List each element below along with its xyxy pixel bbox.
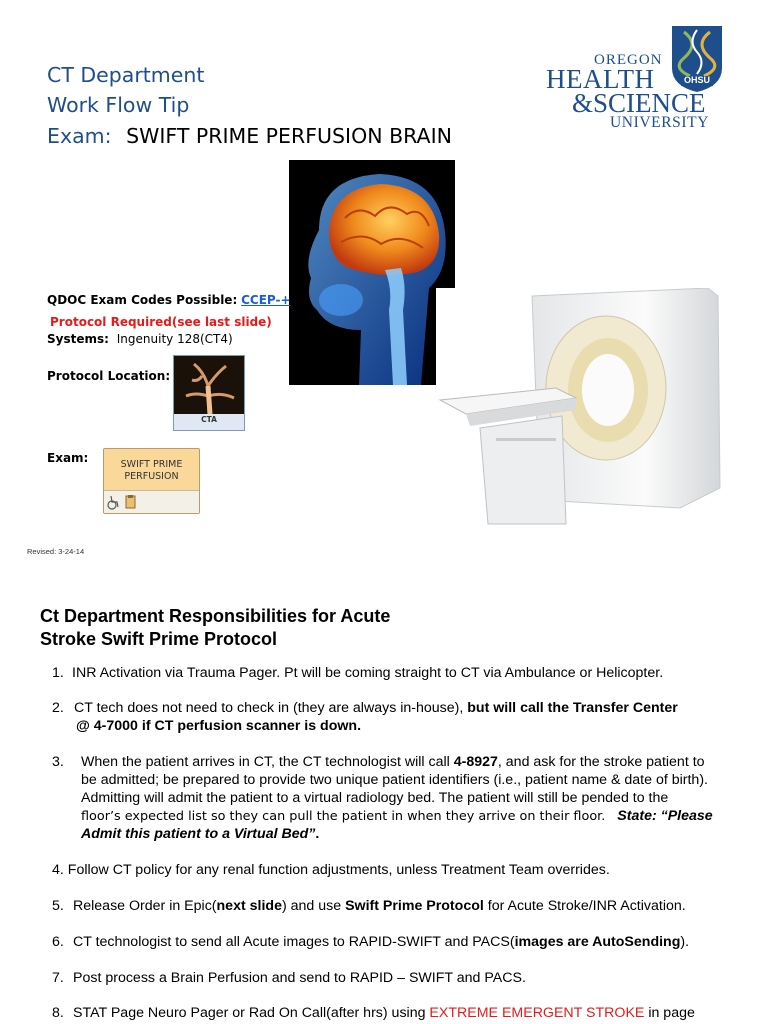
item-3-line1 [81, 753, 705, 771]
exam-button-line1: SWIFT PRIME [120, 459, 183, 470]
qdoc-codes [47, 293, 291, 307]
item-2-text-b: but will call the Transfer Center [467, 700, 678, 716]
item-3-line5-text: Admit this patient to a Virtual Bed” [81, 826, 316, 842]
item-7-number: 7. [52, 970, 64, 986]
header-exam [47, 121, 452, 152]
item-2-number: 2. [52, 700, 64, 716]
item-6-text-c: ). [680, 934, 690, 950]
item-3-number: 3. [52, 754, 64, 770]
item-5-text-a: Release Order in Epic( [73, 898, 217, 914]
exam-button-footer [104, 490, 199, 513]
qdoc-code-link[interactable]: CCEP-+ [241, 293, 291, 307]
cta-label: CTA [201, 415, 217, 424]
item-8-text-c: in page [644, 1005, 695, 1021]
swift-prime-perfusion-button[interactable] [103, 448, 200, 514]
systems-label: Systems: [47, 332, 109, 346]
item-6-autosend: images are AutoSending [514, 934, 681, 950]
protocol-location-label: Protocol Location: [47, 369, 171, 383]
item-8-text-a: STAT Page Neuro Pager or Rad On Call(after hrs) using [73, 1005, 430, 1021]
item-5-text-c: ) and use [281, 898, 346, 914]
item-5-text-e: for Acute Stroke/INR Activation. [483, 898, 686, 914]
item-2-text-a: CT tech does not need to check in (they are always in-house), [74, 700, 468, 716]
ct-scanner-image [436, 288, 722, 528]
ohsu-logo [546, 24, 728, 132]
item-3-line4 [81, 807, 713, 826]
item-3-line2: be admitted; be prepared to provide two unique patient identifiers (i.e., patient name & date of birth). [81, 772, 708, 788]
revised-date: Revised: 3-24-14 [27, 547, 85, 556]
item-4-text: 4. Follow CT policy for any renal function adjustments, unless Treatment Team overrides. [52, 862, 610, 878]
section-title [40, 605, 390, 651]
item-3-line3: Admitting will admit the patient to a virtual radiology bed. The patient will still be pended to the [81, 790, 669, 806]
item-5-protocol: Swift Prime Protocol [345, 898, 484, 914]
cta-vessels-icon [174, 356, 244, 414]
protocol-required: Protocol Required(see last slide) [50, 315, 272, 329]
section-title-line1: Ct Department Responsibilities for Acute [40, 606, 391, 626]
logo-shield-text: OHSU [684, 75, 711, 85]
item-3-phone: 4-8927 [453, 754, 498, 770]
item-3-line1-a: When the patient arrives in CT, the CT technologist will call [81, 754, 454, 770]
cta-protocol-thumbnail[interactable] [173, 355, 245, 431]
item-1-text: INR Activation via Trauma Pager. Pt will be coming straight to CT via Ambulance or Helicopter. [72, 665, 664, 681]
item-5-text [73, 897, 686, 915]
item-3-state: State: “Please [617, 808, 713, 824]
item-3-line4-a: floor’s expected list so they can pull the patient in when they arrive on their floor. [81, 809, 606, 824]
item-2-line1 [74, 699, 678, 717]
item-8-emergent: EXTREME EMERGENT STROKE [429, 1005, 645, 1021]
logo-health: HEALTH [546, 64, 655, 94]
exam-label: Exam: [47, 451, 89, 465]
header-exam-value: SWIFT PRIME PERFUSION BRAIN [126, 124, 452, 148]
item-5-number: 5. [52, 898, 64, 914]
item-3-line5 [81, 825, 319, 843]
exam-button-line2: PERFUSION [124, 471, 179, 482]
item-6-text-a: CT technologist to send all Acute images to RAPID-SWIFT and PACS( [73, 934, 515, 950]
brain-xray-image [289, 160, 455, 385]
item-8-number: 8. [52, 1005, 64, 1021]
wheelchair-clipboard-icon [106, 494, 140, 510]
item-2-text-c: @ 4-7000 if CT perfusion scanner is down. [76, 718, 362, 734]
header-workflow-tip: Work Flow Tip [47, 93, 190, 117]
logo-oregon: OREGON [594, 52, 663, 68]
qdoc-label: QDOC Exam Codes Possible: [47, 293, 238, 307]
item-3-line5-end: . [315, 826, 320, 842]
item-6-number: 6. [52, 934, 64, 950]
item-3-line1-c: , and ask for the stroke patient to [497, 754, 705, 770]
item-8-text [73, 1004, 695, 1022]
header-department: CT Department [47, 63, 205, 87]
systems [47, 332, 233, 346]
section-title-line2: Stroke Swift Prime Protocol [40, 629, 278, 649]
logo-university: UNIVERSITY [610, 114, 709, 131]
item-5-next-slide: next slide [216, 898, 282, 914]
item-6-text [73, 933, 689, 951]
logo-science: &SCIENCE [572, 88, 706, 118]
item-7-text: Post process a Brain Perfusion and send to RAPID – SWIFT and PACS. [73, 970, 526, 986]
header-exam-label: Exam: [47, 124, 112, 148]
item-1-number: 1. [52, 665, 64, 681]
systems-value: Ingenuity 128(CT4) [116, 332, 233, 346]
